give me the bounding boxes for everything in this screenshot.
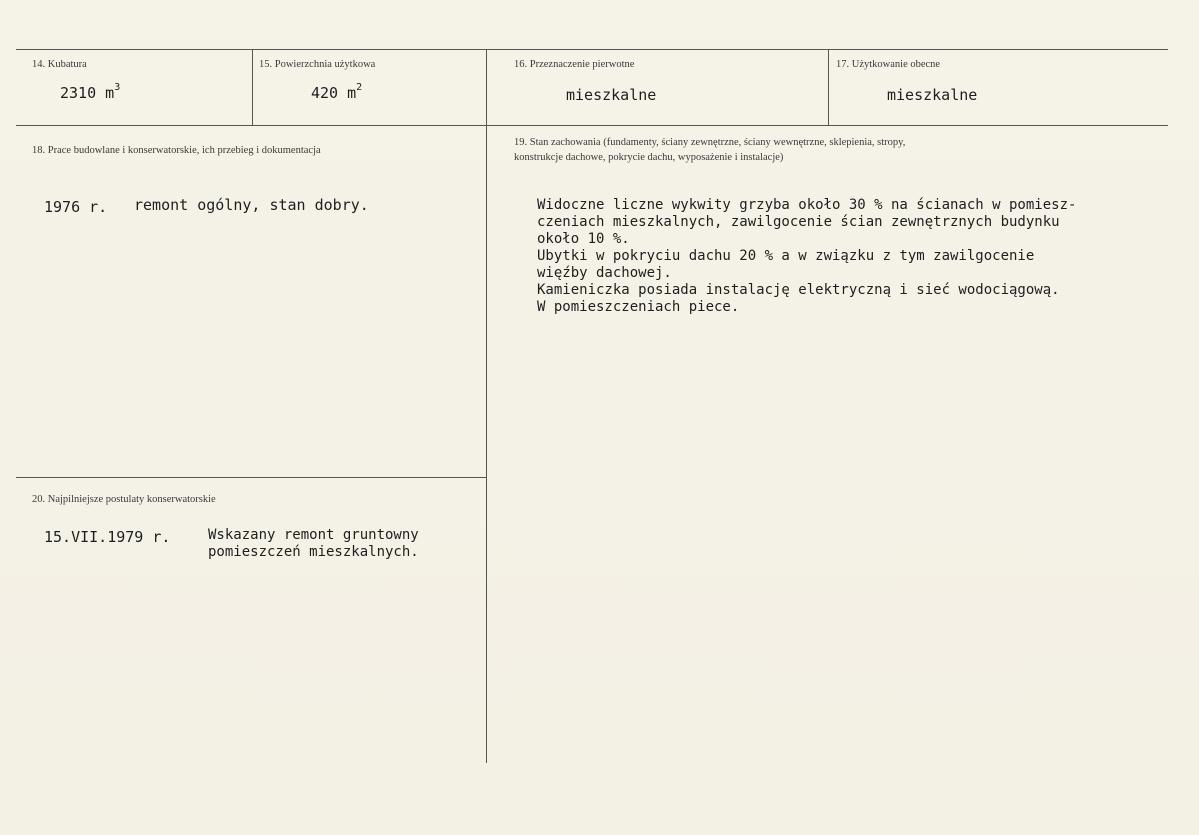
stan-label-line1: 19. Stan zachowania (fundamenty, ściany zewnętrzne, ściany wewnętrzne, sklepienia, stropy, [514, 137, 906, 148]
stan-line-5: więźby dachowej. [537, 265, 672, 281]
top-rule [16, 49, 1168, 50]
kubatura-number: 2310 m [60, 84, 115, 102]
stan-line-3: około 10 %. [537, 231, 630, 247]
stan-line-7: W pomieszczeniach piece. [537, 299, 740, 315]
uzytkowanie-label: 17. Użytkowanie obecne [836, 59, 941, 70]
prace-year: 1976 r. [44, 198, 108, 216]
powierzchnia-value [311, 82, 363, 102]
prace-label: 18. Prace budowlane i konserwatorskie, ich przebieg i dokumentacja [32, 145, 321, 156]
prace-text: remont ogólny, stan dobry. [134, 196, 369, 214]
postulaty-line1: Wskazany remont gruntowny [208, 527, 419, 543]
przeznaczenie-value: mieszkalne [566, 86, 657, 104]
stan-line-6: Kamieniczka posiada instalację elektryczną i sieć wodociągową. [537, 282, 1060, 298]
stan-line-1: Widoczne liczne wykwity grzyba około 30 % na ścianach w pomiesz- [537, 197, 1077, 213]
kubatura-unit-exponent: 3 [114, 82, 121, 93]
stan-line-2: czeniach mieszkalnych, zawilgocenie ścian zewnętrznych budynku [537, 214, 1060, 230]
powierzchnia-number: 420 m [311, 84, 357, 102]
col-divider-3 [828, 49, 829, 125]
powierzchnia-label: 15. Powierzchnia użytkowa [259, 59, 376, 70]
row2-left-bottom-rule [16, 477, 486, 478]
kubatura-value [60, 82, 121, 102]
stan-label-line2: konstrukcje dachowe, pokrycie dachu, wyposażenie i instalacje) [514, 152, 784, 163]
row1-bottom-rule [16, 125, 1168, 126]
stan-line-4: Ubytki w pokryciu dachu 20 % a w związku z tym zawilgocenie [537, 248, 1035, 264]
uzytkowanie-value: mieszkalne [887, 86, 978, 104]
postulaty-date: 15.VII.1979 r. [44, 528, 171, 546]
postulaty-label: 20. Najpilniejsze postulaty konserwatorskie [32, 494, 216, 505]
col-divider-1 [252, 49, 253, 125]
col-divider-2 [486, 49, 487, 763]
postulaty-line2: pomieszczeń mieszkalnych. [208, 544, 419, 560]
kubatura-label: 14. Kubatura [32, 59, 87, 70]
powierzchnia-unit-exponent: 2 [356, 82, 363, 93]
przeznaczenie-label: 16. Przeznaczenie pierwotne [514, 59, 635, 70]
